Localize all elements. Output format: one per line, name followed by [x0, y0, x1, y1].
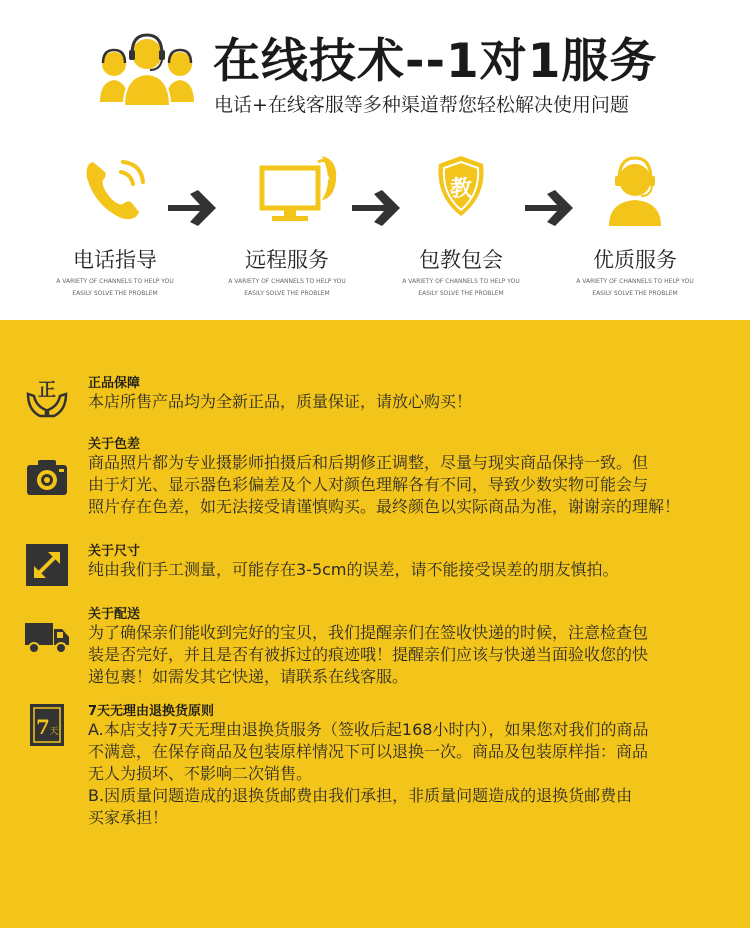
- notice-line: 递包裹！如需发其它快递，请联系在线客服。: [88, 667, 409, 686]
- badge-char: 教: [449, 177, 473, 202]
- step-caption: A VARIETY OF CHANNELS TO HELP YOU: [576, 278, 694, 285]
- step-caption: EASILY SOLVE THE PROBLEM: [418, 290, 504, 297]
- notice-body: [88, 452, 744, 518]
- genuine-char: 正: [38, 380, 56, 401]
- step-caption: EASILY SOLVE THE PROBLEM: [72, 290, 158, 297]
- notice-title: 关于尺寸: [88, 544, 141, 559]
- notice-line: A.本店支持7天无理由退换货服务（签收后起168小时内），如果您对我们的商品: [88, 720, 649, 739]
- notice-line: 不满意，在保存商品及包装原样情况下可以退换一次。商品及包装原样指：商品: [88, 742, 649, 761]
- seven-day-return-icon: [24, 702, 70, 748]
- notice-body: [88, 391, 744, 413]
- customer-service-agents-icon: [92, 30, 202, 106]
- step-caption: A VARIETY OF CHANNELS TO HELP YOU: [402, 278, 520, 285]
- notice-body: [88, 719, 744, 829]
- badge-icon: [421, 150, 501, 230]
- service-header: [0, 0, 750, 320]
- resize-arrow-icon: [24, 542, 70, 588]
- notice-line: 商品照片都为专业摄影师拍摄后和后期修正调整，尽量与现实商品保持一致。但: [88, 453, 649, 472]
- arrow-right-icon: [166, 188, 218, 228]
- notice-body: [88, 622, 744, 688]
- step-quality-service: [560, 150, 710, 298]
- notice-title: 关于配送: [88, 607, 141, 622]
- monitor-icon: [232, 150, 342, 230]
- notice-line: 无人为损坏、不影响二次销售。: [88, 764, 313, 783]
- seven-day-number: 7: [36, 715, 50, 739]
- notice-line: 由于灯光、显示器色彩偏差及个人对颜色理解各有不同，导致少数实物可能会与: [88, 475, 649, 494]
- step-remote-service: [212, 150, 362, 298]
- step-label: 包教包会: [419, 248, 503, 272]
- notice-line: 照片存在色差，如无法接受请谨慎购买。最终颜色以实际商品为准，谢谢亲的理解！: [88, 497, 681, 516]
- page-title: 在线技术--1对1服务: [213, 34, 658, 89]
- step-caption: EASILY SOLVE THE PROBLEM: [244, 290, 330, 297]
- notice-title: 关于色差: [88, 437, 141, 452]
- store-policies-panel: [0, 320, 750, 928]
- step-label: 优质服务: [593, 248, 677, 272]
- camera-icon: [24, 455, 70, 501]
- notice-line: B.因质量问题造成的退换货邮费由我们承担，非质量问题造成的退换货邮费由: [88, 786, 633, 805]
- phone-icon: [75, 150, 155, 230]
- notice-body: [88, 559, 744, 581]
- truck-icon: [24, 613, 70, 659]
- notice-line: 装是否完好，并且是否有被拆过的痕迹哦！提醒亲们应该与快递当面验收您的快: [88, 645, 649, 664]
- step-label: 远程服务: [245, 248, 329, 272]
- notice-line: 纯由我们手工测量，可能存在3-5cm的误差，请不能接受误差的朋友慎拍。: [88, 560, 619, 579]
- notice-title: 7天无理由退换货原则: [88, 704, 215, 719]
- step-teaching-guarantee: [386, 150, 536, 298]
- headset-agent-icon: [595, 150, 675, 230]
- notice-line: 本店所售产品均为全新正品，质量保证，请放心购买！: [88, 392, 473, 411]
- step-caption: A VARIETY OF CHANNELS TO HELP YOU: [56, 278, 174, 285]
- notice-line: 为了确保亲们能收到完好的宝贝，我们提醒亲们在签收快递的时候，注意检查包: [88, 623, 649, 642]
- step-caption: A VARIETY OF CHANNELS TO HELP YOU: [228, 278, 346, 285]
- notice-title: 正品保障: [88, 376, 141, 391]
- step-caption: EASILY SOLVE THE PROBLEM: [592, 290, 678, 297]
- notice-line: 买家承担！: [88, 808, 169, 827]
- genuine-hands-icon: [24, 374, 70, 420]
- step-label: 电话指导: [73, 248, 157, 272]
- seven-day-unit: 天: [49, 727, 59, 737]
- page-subtitle: 电话+在线客服等多种渠道帮您轻松解决使用问题: [214, 94, 629, 116]
